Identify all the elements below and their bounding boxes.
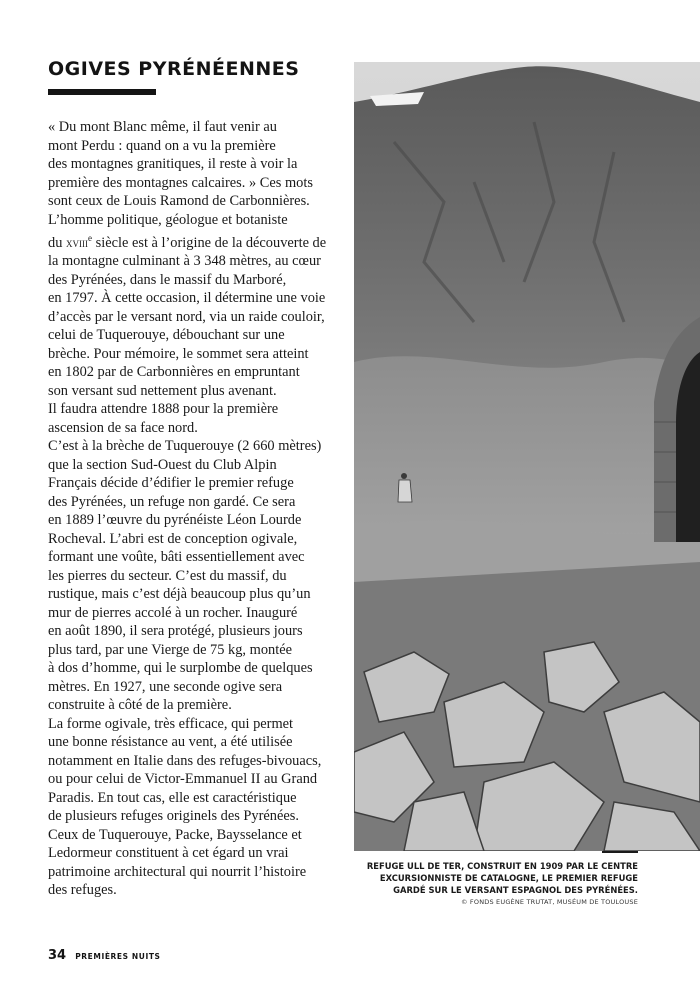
caption-rule xyxy=(602,851,638,853)
body-line: brèche. Pour mémoire, le sommet sera atteint xyxy=(48,345,309,362)
body-line: en 1889 l’œuvre du pyrénéiste Léon Lourde xyxy=(48,512,302,529)
title-underline xyxy=(48,89,156,95)
refuge-photo xyxy=(354,62,700,851)
body-line: ou pour celui de Victor-Emmanuel II au Grand xyxy=(48,771,318,788)
body-line: La forme ogivale, très efficace, qui permet xyxy=(48,715,294,732)
body-line: construite à côté de la première. xyxy=(48,697,232,714)
body-line: Français décide d’édifier le premier refuge xyxy=(48,475,294,492)
body-line: la montagne culminant à 3 348 mètres, au cœur xyxy=(48,253,321,270)
body-line-century: du xviii$^e$ siècle est à l’origine de la découverte de xyxy=(48,233,327,251)
body-line: formant une voûte, bâti essentiellement avec xyxy=(48,549,305,566)
page-number: 34 xyxy=(48,948,67,963)
body-line: notamment en Italie dans des refuges-bivouacs, xyxy=(48,752,322,769)
body-line: des montagnes granitiques, il reste à voir la xyxy=(48,156,298,172)
body-line: Rocheval. L’abri est de conception ogivale, xyxy=(48,530,298,547)
body-line: Ledormeur constituent à cet égard un vrai xyxy=(48,845,289,862)
body-line: une bonne résistance au vent, a été utilisée xyxy=(48,734,293,751)
caption-line: REFUGE ULL DE TER, CONSTRUIT EN 1909 PAR LE CENTRE xyxy=(366,861,638,871)
body-line: plus tard, par une Vierge de 75 kg, montée xyxy=(48,641,292,658)
body-part-2 xyxy=(48,252,344,900)
body-line: de plusieurs refuges originels des Pyrénées. xyxy=(48,808,299,825)
photo-credit: © FONDS EUGÈNE TRUTAT, MUSÉUM DE TOULOUSE xyxy=(460,898,638,906)
body-line: son versant sud nettement plus avenant. xyxy=(48,382,277,399)
body-line: ascension de sa face nord. xyxy=(48,419,198,436)
body-line: Il faudra attendre 1888 pour la première xyxy=(48,401,279,418)
body-line: patrimoine architectural qui nourrit l’histoire xyxy=(48,863,307,880)
body-line: mètres. En 1927, une seconde ogive sera xyxy=(48,678,283,695)
body-line: en 1797. À cette occasion, il détermine une voie xyxy=(48,290,326,307)
body-line: mur de pierres accolé à un rocher. Inauguré xyxy=(48,604,298,621)
caption-line: EXCURSIONNISTE DE CATALOGNE, LE PREMIER REFUGE xyxy=(379,873,638,883)
mountain-refuge-image xyxy=(354,62,700,851)
body-line: Ceux de Tuquerouye, Packe, Baysselance et xyxy=(48,826,302,843)
body-line: Paradis. En tout cas, elle est caractéristique xyxy=(48,789,297,806)
body-line: C’est à la brèche de Tuquerouye (2 660 mètres) xyxy=(48,438,322,455)
body-line: les pierres du secteur. C’est du massif, du xyxy=(48,567,287,584)
body-line: en 1802 par de Carbonnières en empruntant xyxy=(48,364,300,381)
photo-caption xyxy=(360,860,638,896)
body-line: celui de Tuquerouye, débouchant sur une xyxy=(48,327,285,344)
body-line: en août 1890, il sera protégé, plusieurs jours xyxy=(48,623,303,640)
body-line: rustique, mais c’est déjà beaucoup plus qu’un xyxy=(48,586,311,603)
body-line: mont Perdu : quand on a vu la première xyxy=(48,137,276,154)
article-title: OGIVES PYRÉNÉENNES xyxy=(48,58,300,80)
body-line: première des montagnes calcaires. » Ces mots xyxy=(48,174,313,191)
body-line: que la section Sud-Ouest du Club Alpin xyxy=(48,456,277,473)
century-sup: e xyxy=(88,233,92,243)
body-line: « Du mont Blanc même, il faut venir au xyxy=(48,119,277,135)
caption-line: GARDÉ SUR LE VERSANT ESPAGNOL DES PYRÉNÉES. xyxy=(393,885,638,895)
article-body xyxy=(48,118,344,900)
body-line: à dos d’homme, qui le surplombe de quelques xyxy=(48,660,313,677)
body-line: des Pyrénées, un refuge non gardé. Ce sera xyxy=(48,493,296,510)
body-line: L’homme politique, géologue et botaniste xyxy=(48,211,288,228)
body-part-1 xyxy=(48,118,344,229)
section-name: PREMIÈRES NUITS xyxy=(75,952,161,961)
page-footer xyxy=(48,944,161,963)
body-line: des refuges. xyxy=(48,882,117,899)
body-line: sont ceux de Louis Ramond de Carbonnières. xyxy=(48,193,310,209)
body-line: d’accès par le versant nord, via un raide couloir, xyxy=(48,308,325,325)
century-numeral: xviii xyxy=(66,234,88,250)
body-line: des Pyrénées, dans le massif du Marboré, xyxy=(48,271,287,288)
